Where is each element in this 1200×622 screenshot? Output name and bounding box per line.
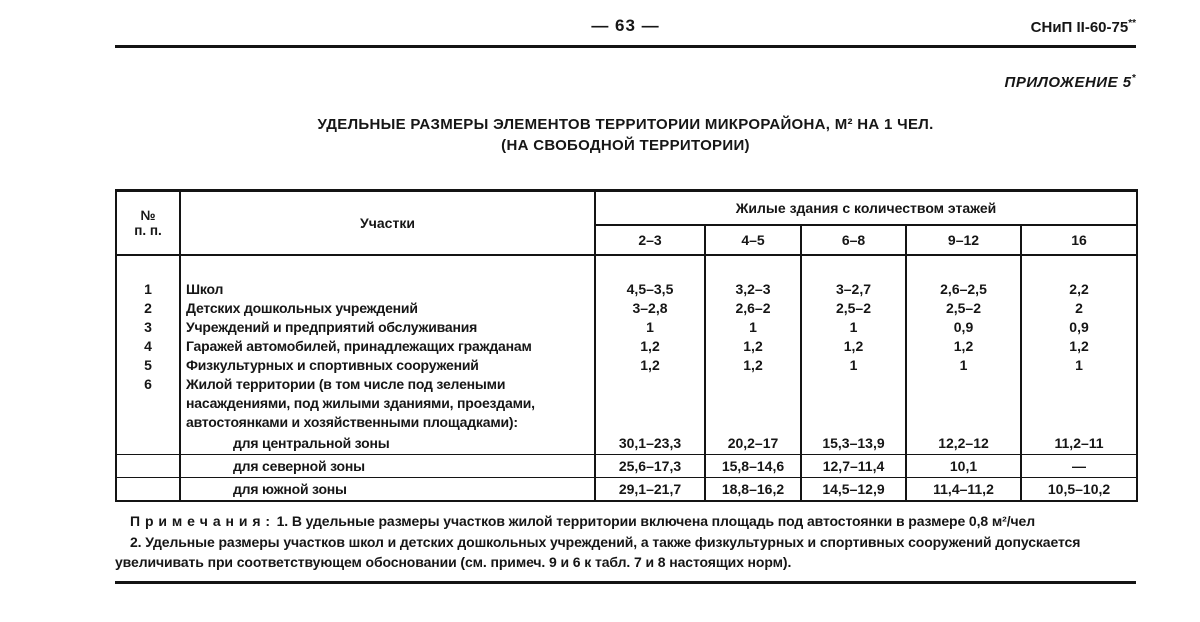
table-row-zone-central (116, 432, 1137, 455)
cell-value: 4,5–3,5 (595, 255, 705, 299)
title-line-1: УДЕЛЬНЫЕ РАЗМЕРЫ ЭЛЕМЕНТОВ ТЕРРИТОРИИ МИКРОРАЙОНА, М² НА 1 ЧЕЛ. (317, 116, 934, 133)
page-header (115, 0, 1136, 45)
cell-site-label: Физкультурных и спортивных сооружений (180, 356, 595, 375)
page-number: — 63 — (591, 16, 660, 35)
cell-value: — (1021, 454, 1137, 477)
cell-value: 2,5–2 (801, 299, 906, 318)
notes-section (115, 511, 1136, 572)
top-rule (115, 45, 1136, 48)
cell-value: 30,1–23,3 (595, 432, 705, 455)
note-1 (115, 511, 1136, 531)
column-header-storey-6-8: 6–8 (801, 225, 906, 255)
cell-site-label: для центральной зоны (180, 432, 595, 455)
cell-row-number: 1 (116, 255, 180, 299)
document-code-footnote-marker: ** (1128, 18, 1136, 29)
cell-value (1021, 375, 1137, 432)
table-row (116, 255, 1137, 299)
cell-value: 1 (595, 318, 705, 337)
cell-value: 10,5–10,2 (1021, 477, 1137, 501)
appendix-label (115, 73, 1136, 91)
cell-value: 0,9 (906, 318, 1021, 337)
document-title (115, 114, 1136, 156)
cell-value: 1 (705, 318, 801, 337)
column-group-header-storeys: Жилые здания с количеством этажей (595, 191, 1137, 225)
cell-value: 18,8–16,2 (705, 477, 801, 501)
cell-value (705, 375, 801, 432)
cell-site-label: для северной зоны (180, 454, 595, 477)
appendix-text: ПРИЛОЖЕНИЕ 5 (1004, 74, 1132, 91)
cell-value: 2 (1021, 299, 1137, 318)
standards-table (115, 189, 1138, 502)
cell-value (801, 375, 906, 432)
cell-value: 1,2 (595, 356, 705, 375)
cell-value: 1 (906, 356, 1021, 375)
table-header (116, 191, 1137, 255)
cell-value: 15,8–14,6 (705, 454, 801, 477)
cell-value: 11,2–11 (1021, 432, 1137, 455)
cell-value: 1,2 (705, 356, 801, 375)
document-page (115, 0, 1136, 584)
note-2-text: 2. Удельные размеры участков школ и детских дошкольных учреждений, а также физкультурных и спортивных сооружений допускается увеличивать при соответствующем обосновании (см. примеч. 9 и 6 к табл. 7 и 8 настоящих норм). (115, 533, 1081, 570)
cell-site-label: Детских дошкольных учреждений (180, 299, 595, 318)
cell-site-label: Жилой территории (в том числе под зелеными насаждениями, под жилыми зданиями, проездами, автостоянками и хозяйственными площадками): (180, 375, 595, 432)
table-row-zone-northern (116, 454, 1137, 477)
cell-value: 1 (1021, 356, 1137, 375)
cell-value: 2,6–2,5 (906, 255, 1021, 299)
table-body (116, 255, 1137, 501)
cell-value (906, 375, 1021, 432)
column-header-storey-16: 16 (1021, 225, 1137, 255)
column-header-storey-4-5: 4–5 (705, 225, 801, 255)
cell-site-label: Школ (180, 255, 595, 299)
cell-row-number: 3 (116, 318, 180, 337)
table-row (116, 299, 1137, 318)
cell-row-number (116, 454, 180, 477)
document-code (1031, 18, 1136, 36)
cell-value: 10,1 (906, 454, 1021, 477)
cell-row-number: 4 (116, 337, 180, 356)
column-header-number-line1: № (140, 207, 156, 223)
cell-value: 1,2 (595, 337, 705, 356)
document-code-text: СНиП II-60-75 (1030, 19, 1129, 36)
column-header-storey-9-12: 9–12 (906, 225, 1021, 255)
cell-row-number: 5 (116, 356, 180, 375)
cell-value: 25,6–17,3 (595, 454, 705, 477)
cell-value: 12,2–12 (906, 432, 1021, 455)
table-row (116, 375, 1137, 432)
cell-row-number: 2 (116, 299, 180, 318)
cell-site-label: для южной зоны (180, 477, 595, 501)
appendix-footnote-marker: * (1131, 73, 1136, 84)
column-header-sites: Участки (180, 191, 595, 255)
cell-value: 1 (801, 356, 906, 375)
cell-value: 12,7–11,4 (801, 454, 906, 477)
cell-value: 3,2–3 (705, 255, 801, 299)
cell-value: 2,5–2 (906, 299, 1021, 318)
table-row (116, 337, 1137, 356)
column-header-number-line2: п. п. (134, 222, 162, 238)
note-1-text: 1. В удельные размеры участков жилой территории включена площадь под автостоянки в размере 0,8 м²/чел (276, 512, 1036, 529)
table-row (116, 318, 1137, 337)
cell-row-number (116, 432, 180, 455)
title-line-2: (НА СВОБОДНОЙ ТЕРРИТОРИИ) (501, 137, 750, 154)
cell-value: 15,3–13,9 (801, 432, 906, 455)
cell-value: 11,4–11,2 (906, 477, 1021, 501)
cell-site-label: Гаражей автомобилей, принадлежащих гражданам (180, 337, 595, 356)
column-header-storey-2-3: 2–3 (595, 225, 705, 255)
cell-row-number (116, 477, 180, 501)
cell-value: 3–2,7 (801, 255, 906, 299)
cell-row-number: 6 (116, 375, 180, 432)
cell-value (595, 375, 705, 432)
cell-value: 3–2,8 (595, 299, 705, 318)
cell-value: 2,2 (1021, 255, 1137, 299)
column-header-number (116, 191, 180, 255)
cell-site-label: Учреждений и предприятий обслуживания (180, 318, 595, 337)
notes-label: П р и м е ч а н и я : (130, 512, 271, 529)
cell-value: 1,2 (906, 337, 1021, 356)
cell-value: 1,2 (1021, 337, 1137, 356)
note-2 (115, 532, 1136, 572)
cell-value: 14,5–12,9 (801, 477, 906, 501)
table-row-zone-southern (116, 477, 1137, 501)
bottom-rule (115, 581, 1136, 584)
cell-value: 20,2–17 (705, 432, 801, 455)
cell-value: 0,9 (1021, 318, 1137, 337)
cell-value: 1,2 (801, 337, 906, 356)
cell-value: 1,2 (705, 337, 801, 356)
cell-value: 29,1–21,7 (595, 477, 705, 501)
cell-value: 2,6–2 (705, 299, 801, 318)
cell-value: 1 (801, 318, 906, 337)
table-row (116, 356, 1137, 375)
